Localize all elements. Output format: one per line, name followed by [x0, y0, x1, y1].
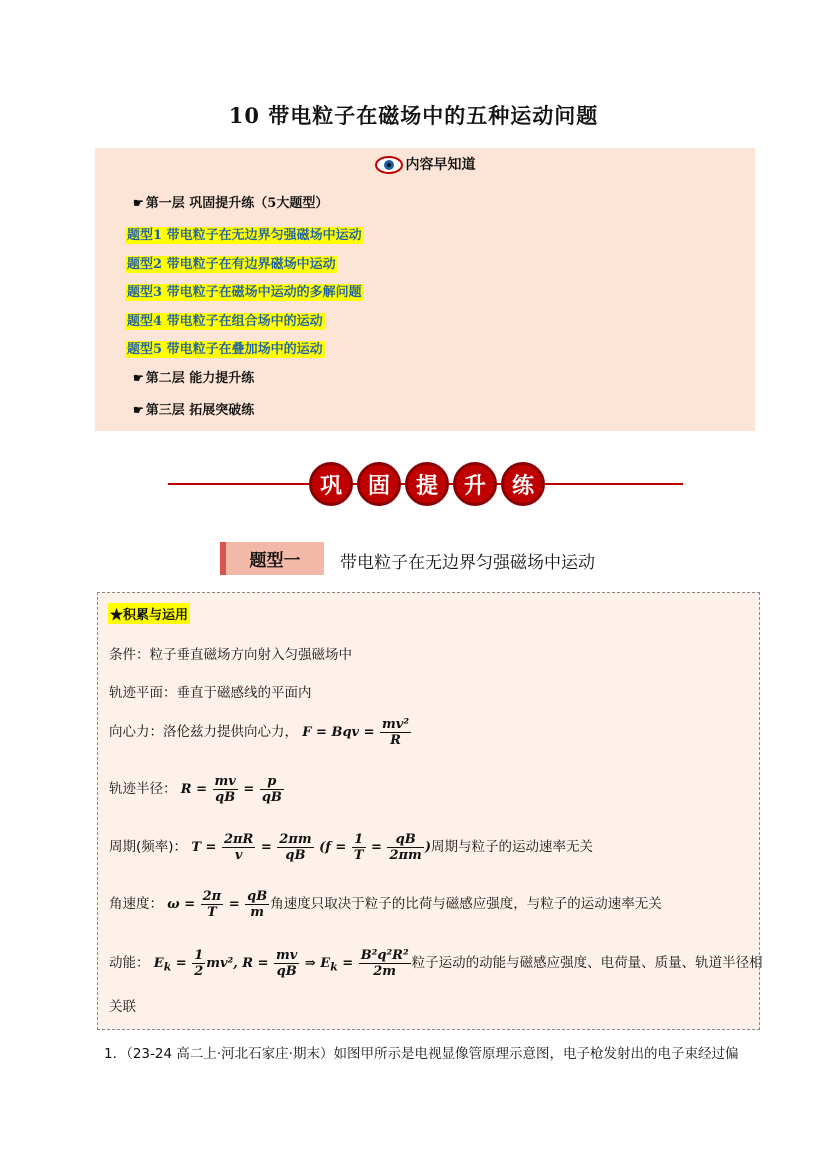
toc-type-1[interactable]: 题型1 带电粒子在无边界匀强磁场中运动 [127, 228, 362, 243]
radius-line: 轨迹半径： R = $\frac{mv}{qB}$ = $\frac{p}{qB}$ [109, 774, 285, 805]
eye-icon [375, 155, 403, 175]
question-type-title: 带电粒子在无边界匀强磁场中运动 [340, 553, 595, 573]
kinetic-energy-line: 动能： $E_k$ = $\frac{1}{2}$ mv², R = $\frac{mv}{qB}$ ⇒ $E_k$ = $\frac{\text{B²q²R²}}{2m}$ 粒子运动的动能与磁感应强度、电荷量、质量、轨道半径相 [109, 948, 763, 979]
kinetic-energy-line-cont: 关联 [109, 999, 136, 1015]
banner-char: 固 [357, 462, 401, 506]
toc-type-2[interactable]: 题型2 带电粒子在有边界磁场中运动 [127, 257, 336, 272]
angular-velocity-line: 角速度： ω = $\frac{2\pi}{T}$ = $\frac{qB}{m}$ 角速度只取决于粒子的比荷与磁感应强度，与粒子的运动速率无关 [109, 889, 662, 920]
formula-omega: ω = $\frac{2\pi}{T}$ = $\frac{qB}{m}$ [167, 889, 268, 920]
knowledge-box [97, 592, 763, 1030]
toc-type-3[interactable]: 题型3 带电粒子在磁场中运动的多解问题 [127, 285, 362, 300]
formula-force: F = Bqv = $\frac{\text{mv²}}{R}$ [302, 717, 410, 748]
banner-char: 巩 [309, 462, 353, 506]
toc-layer-1[interactable]: ☛ 第一层 巩固提升练（5大题型） [133, 196, 329, 211]
period-line: 周期(频率)： T = $\frac{2\pi R}{v}$ = $\frac{2\pi m}{qB}$ (f = $\frac{1}{T}$ = $\frac{qB}{2\pi m}$ )周期与粒子的运动速率无关 [109, 832, 593, 863]
banner-char: 提 [405, 462, 449, 506]
page-title: 10 带电粒子在磁场中的五种运动问题 [228, 103, 599, 128]
banner-char: 升 [453, 462, 497, 506]
question-type-tag: 题型一 [220, 542, 324, 575]
pointing-hand-icon: ☛ [133, 403, 144, 417]
toc-type-5[interactable]: 题型5 带电粒子在叠加场中的运动 [127, 342, 323, 357]
formula-period: T = $\frac{2\pi R}{v}$ = $\frac{2\pi m}{qB}$ (f = $\frac{1}{T}$ = $\frac{qB}{2\pi m}$ ) [191, 832, 431, 863]
toc-header-label: 内容早知道 [405, 157, 476, 173]
toc-panel [95, 148, 755, 431]
toc-type-4[interactable]: 题型4 带电粒子在组合场中的运动 [127, 314, 323, 329]
question-1: 1．（23-24 高二上·河北石家庄·期末）如图甲所示是电视显像管原理示意图，电子枪发射出的电子束经过偏 [104, 1046, 739, 1062]
toc-header [95, 154, 755, 175]
banner-char: 练 [501, 462, 545, 506]
toc-layer-3[interactable]: ☛ 第三层 拓展突破练 [133, 403, 255, 418]
centripetal-line: 向心力：洛伦兹力提供向心力， F = Bqv = $\frac{\text{mv²}}{R}$ [109, 717, 412, 748]
section-banner [308, 462, 546, 506]
formula-radius: R = $\frac{mv}{qB}$ = $\frac{p}{qB}$ [180, 774, 282, 805]
knowledge-box-header: ★积累与运用 [108, 603, 190, 624]
plane-line: 轨迹平面：垂直于磁感线的平面内 [109, 685, 312, 701]
condition-line: 条件：粒子垂直磁场方向射入匀强磁场中 [109, 647, 352, 663]
formula-energy: $E_k$ = $\frac{1}{2}$ mv², R = $\frac{mv}{qB}$ ⇒ $E_k$ = $\frac{\text{B²q²R²}}{2m}$ [153, 948, 409, 979]
pointing-hand-icon: ☛ [133, 196, 144, 210]
pointing-hand-icon: ☛ [133, 371, 144, 385]
toc-layer-2[interactable]: ☛ 第二层 能力提升练 [133, 371, 255, 386]
